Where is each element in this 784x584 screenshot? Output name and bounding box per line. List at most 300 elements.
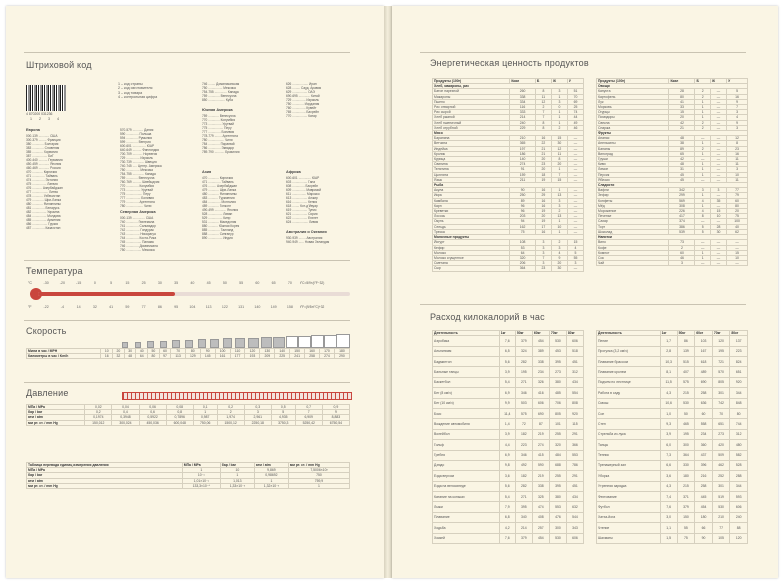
energy-cell: 108: [510, 240, 536, 245]
calories-cell: 9,8: [499, 460, 515, 470]
energy-cell: Сок: [597, 255, 669, 260]
celsius-tick: 65: [271, 281, 276, 285]
calories-cell: 66: [695, 523, 713, 533]
energy-cell: —: [710, 125, 726, 130]
calories-row: [597, 398, 748, 408]
energy-cell: 28: [710, 224, 726, 229]
calories-cell: 3,9: [660, 429, 677, 439]
energy-cell: 9: [551, 255, 567, 260]
energy-cell: 116: [510, 105, 536, 110]
calories-row: [597, 388, 748, 398]
energy-cell: 3: [551, 245, 567, 250]
energy-cell: 13: [551, 214, 567, 219]
energy-cell: 333: [510, 110, 536, 115]
energy-cell: 539: [669, 229, 695, 234]
calories-cell: 271: [515, 377, 532, 387]
celsius-tick: 5: [110, 281, 113, 285]
section-europe: Европа: [26, 128, 40, 132]
calories-cell: 474: [532, 502, 549, 512]
energy-cell: 2: [695, 89, 710, 94]
calories-cell: 320: [549, 440, 566, 450]
calories-cell: 105: [712, 533, 730, 543]
energy-cell: —: [710, 146, 726, 151]
calories-cell: 445: [695, 492, 713, 502]
pressure-cell: 9: [322, 410, 349, 415]
celsius-label: °C: [28, 281, 33, 285]
energy-cell: —: [710, 240, 726, 245]
energy-cell: 23: [535, 162, 551, 167]
calories-cell: 485: [549, 388, 566, 398]
energy-cell: 11: [727, 157, 748, 162]
country-list-asia: 470 ............ Киргизия 471 .............. Тайвань 476 ......... Азербайджан 479 ............ Шри-Ланка 480 ............ Филиппины 483 ........... Туркмения 484 .............. Монголия 489 ............ Гонконг 490-499 ............. Япония 528 ................ Ливан 529 ................ Кипр 531 ............ Македония 880 ........... Южная Корея 885 ............. Таиланд 888 ............ Сингапур 890 ................ Индия: [202, 176, 240, 240]
rule-pressure: [24, 382, 350, 383]
speed-cell: 80: [185, 349, 200, 354]
energy-header-cell: У: [727, 79, 748, 84]
energy-cell: Печенье: [597, 214, 669, 219]
energy-cell: Рис отварной: [433, 105, 510, 110]
energy-cell: 100: [727, 219, 748, 224]
calories-cell: 590: [532, 460, 549, 470]
calories-cell: 3,6: [499, 471, 515, 481]
energy-cell: Молоко сгущенное: [433, 255, 510, 260]
energy-cell: 19: [535, 177, 551, 182]
calories-cell: 86: [677, 336, 695, 346]
conversion-header-cell: атм / atm: [254, 463, 288, 468]
calories-cell: 1,0: [660, 408, 677, 418]
calories-cell: 651: [712, 419, 730, 429]
energy-title: Энергетическая ценность продуктов: [430, 58, 589, 68]
energy-cell: 18: [535, 172, 551, 177]
energy-cell: 16: [535, 203, 551, 208]
energy-cell: 226: [669, 209, 695, 214]
energy-cell: Мёд: [597, 203, 669, 208]
energy-cell: 19: [535, 209, 551, 214]
energy-cell: 70: [567, 94, 583, 99]
calories-cell: Альпинизм: [433, 346, 500, 356]
speed-cell: 50: [148, 349, 160, 354]
energy-cell: 7: [535, 115, 551, 120]
calories-row: [597, 512, 748, 522]
calories-cell: 437: [695, 450, 713, 460]
energy-cell: 9: [727, 120, 748, 125]
calories-cell: 6,9: [499, 450, 515, 460]
energy-cell: 12: [727, 136, 748, 141]
section-south-america: Южная Америка: [202, 108, 233, 112]
energy-cell: 21: [535, 151, 551, 156]
conversion-cell: 1,01×10⁻¹: [182, 478, 220, 483]
energy-cell: 15: [567, 240, 583, 245]
calories-cell: 75: [677, 533, 695, 543]
calories-cell: 324: [515, 346, 532, 356]
energy-cell: Вино: [597, 240, 669, 245]
speed-cell: 64: [136, 354, 148, 359]
energy-cell: Курица: [433, 157, 510, 162]
energy-cell: 89: [510, 198, 536, 203]
calories-cell: 690: [695, 377, 713, 387]
energy-cell: —: [710, 203, 726, 208]
calories-cell: 291: [566, 471, 583, 481]
energy-table-left: [432, 78, 584, 272]
calories-cell: 273: [712, 429, 730, 439]
calories-cell: Плавание: [433, 512, 500, 522]
calories-cell: 6,6: [660, 460, 677, 470]
calories-cell: 706: [549, 398, 566, 408]
calories-cell: 805: [712, 377, 730, 387]
energy-group-name: Рыба: [433, 183, 584, 188]
energy-cell: 240: [510, 120, 536, 125]
energy-cell: 16: [535, 188, 551, 193]
energy-cell: 16: [535, 136, 551, 141]
fahrenheit-label: °F: [28, 305, 32, 309]
energy-cell: Персик: [597, 172, 669, 177]
calories-row: [433, 492, 584, 502]
energy-cell: 60: [669, 250, 695, 255]
energy-cell: 1: [551, 167, 567, 172]
speed-cell: 150: [290, 349, 305, 354]
calories-cell: 575: [515, 408, 532, 418]
calories-cell: 3,9: [499, 367, 515, 377]
energy-cell: Ананас: [597, 136, 669, 141]
calories-row: [597, 356, 748, 366]
energy-cell: 20: [727, 209, 748, 214]
energy-cell: —: [727, 245, 748, 250]
calories-cell: 360: [695, 440, 713, 450]
pressure-table: [26, 404, 350, 426]
speed-square: [261, 337, 272, 348]
pressure-cell: 450,036: [139, 420, 166, 425]
energy-cell: 3: [727, 125, 748, 130]
rule-temperature: [24, 260, 350, 261]
pressure-cell: 750,06: [193, 420, 217, 425]
calories-cell: 344: [730, 388, 748, 398]
speed-cell: 290: [334, 354, 349, 359]
energy-cell: 206: [510, 261, 536, 266]
energy-cell: Свекла: [597, 120, 669, 125]
energy-cell: 73: [669, 240, 695, 245]
country-list-europe: 000-139 ............ США 300-379 ......... Франция 380 ............. Болгария 383 ............. Словения 385 ............ Хорватия 387 ................. БиГ 400-440 .......... Германия 450-459 ............ Япония 460-469 ............ Россия 470 ............ Киргизия 471 .............. Тайвань 474 .............. Эстония 475 ................ Латвия 476 ........... Азербайджан 477 .................. Литва 478 ............ Узбекистан 479 ............. Шри-Ланка 480 ............ Филиппины 481 .............. Беларусь 482 ................ Украина 484 ................ Молдова 485 ................ Армения 486 ................. Грузия 487 .............. Казахстан: [26, 134, 63, 230]
calories-cell: 10,3: [660, 356, 677, 366]
rule-calories: [420, 304, 746, 305]
energy-cell: 53: [510, 245, 536, 250]
calories-cell: Аэробика: [433, 336, 500, 346]
speed-cell: 145: [200, 354, 215, 359]
energy-cell: 1: [551, 120, 567, 125]
energy-cell: 30: [710, 229, 726, 234]
energy-cell: 1: [695, 99, 710, 104]
conversion-cell: бар / bar: [27, 473, 183, 478]
energy-cell: 30: [551, 141, 567, 146]
calories-cell: 3,9: [499, 429, 515, 439]
energy-cell: —: [710, 99, 726, 104]
formula-f: t°F=(9/5×t°C)+32: [300, 305, 325, 309]
calories-cell: 7,6: [499, 533, 515, 543]
energy-cell: 4: [695, 198, 710, 203]
calories-row: [433, 471, 584, 481]
pressure-cell: 0,987: [193, 415, 217, 420]
energy-cell: 3: [551, 99, 567, 104]
energy-cell: 8: [535, 125, 551, 130]
calories-cell: 5,6: [499, 356, 515, 366]
calories-cell: Вождение автомобиля: [433, 419, 500, 429]
energy-cell: 569: [669, 198, 695, 203]
energy-cell: —: [567, 162, 583, 167]
calories-cell: 9,3: [660, 419, 677, 429]
energy-cell: —: [710, 193, 726, 198]
energy-cell: —: [710, 89, 726, 94]
calories-cell: 503: [515, 398, 532, 408]
energy-group-name: Молочные продукты: [433, 235, 584, 240]
energy-cell: 16: [727, 94, 748, 99]
conversion-header-cell: МПа / MPa: [182, 463, 220, 468]
calories-cell: Прогулка (3,2 км/ч): [597, 346, 661, 356]
country-list-africa: 600-601 .............. ЮАР 603 ................. Гана 608 .............. Бахрейн 609 ............... Маврикий 611 ................ Марокко 613 ................. Алжир 616 ................. Кения 618 ........ Кот-д'Ивуар 619 ................. Тунис 621 ................. Сирия 622 ................. Египет 624 .................. Ливия: [286, 176, 322, 224]
speed-cell: 209: [260, 354, 275, 359]
fahrenheit-tick: 140: [254, 305, 261, 309]
calories-header-cell: 50кг: [677, 331, 695, 336]
energy-cell: 1: [695, 115, 710, 120]
calories-row: [433, 440, 584, 450]
energy-cell: 16: [535, 198, 551, 203]
pressure-cell: 0,5922: [139, 415, 166, 420]
energy-cell: 48: [669, 136, 695, 141]
energy-cell: 31: [669, 167, 695, 172]
calories-cell: 240: [730, 512, 748, 522]
fahrenheit-tick: 149: [270, 305, 277, 309]
energy-cell: 2: [695, 120, 710, 125]
calories-cell: Работа в саду: [597, 388, 661, 398]
energy-cell: Киви: [597, 162, 669, 167]
energy-cell: 1: [551, 115, 567, 120]
calories-cell: Гольф: [433, 440, 500, 450]
calories-cell: 338: [532, 356, 549, 366]
energy-cell: 46: [669, 255, 695, 260]
energy-cell: —: [567, 157, 583, 162]
energy-cell: 210: [510, 136, 536, 141]
energy-cell: 11: [727, 162, 748, 167]
pressure-cell: 2,961: [244, 415, 271, 420]
energy-cell: —: [710, 94, 726, 99]
energy-header-cell: Б: [695, 79, 710, 84]
energy-cell: Свинина: [433, 162, 510, 167]
calories-cell: 55: [677, 523, 695, 533]
energy-cell: 35: [710, 198, 726, 203]
calories-header-cell: Деятельность: [597, 331, 661, 336]
calories-cell: 282: [515, 356, 532, 366]
energy-cell: 21: [535, 146, 551, 151]
conversion-cell: 1: [254, 478, 288, 483]
calories-cell: 6,8: [499, 512, 515, 522]
calories-cell: 415: [532, 450, 549, 460]
calories-cell: 518: [566, 346, 583, 356]
calories-cell: 808: [566, 398, 583, 408]
energy-cell: 10: [710, 214, 726, 219]
pressure-cell: 0,5: [271, 405, 295, 410]
celsius-tick: 45: [206, 281, 211, 285]
calories-cell: 380: [549, 492, 566, 502]
energy-cell: 42: [669, 120, 695, 125]
energy-cell: Хлеб ржаной: [433, 115, 510, 120]
energy-cell: 1: [551, 110, 567, 115]
speed-cell: 20: [113, 349, 125, 354]
energy-cell: 38: [669, 141, 695, 146]
energy-cell: 69: [567, 99, 583, 104]
country-list-europe-2: 570-579 ............ Дания 590 .............. Польша 594 ............. Румыния 599 ............. Венгрия 600-601 ............... ЮАР 640-649 .......... Финляндия 700-709 ........... Норвегия 729 ............... Израиль 730-739 ............. Швеция 740-745 ..... Центр. Америка 750 ............... Мексика 754-755 ............. Канада 759 ............. Венесуэла 760-769 .......... Швейцария 770 .............. Колумбия 773 ................ Уругвай 775 .................. Перу 777 ................ Боливия 779 .............. Аргентина 780 ................... Чили: [120, 128, 162, 208]
calories-cell: Бальные танцы: [433, 367, 500, 377]
energy-cell: —: [710, 255, 726, 260]
calories-cell: Волейбол: [433, 429, 500, 439]
energy-cell: —: [710, 162, 726, 167]
calories-row: [597, 336, 748, 346]
calories-cell: 519: [712, 492, 730, 502]
calories-cell: 5,6: [499, 481, 515, 491]
energy-cell: —: [695, 136, 710, 141]
calories-row: [597, 346, 748, 356]
energy-cell: Шоколад: [597, 229, 669, 234]
energy-header-cell: Ккал: [669, 79, 695, 84]
top-rule: [24, 52, 350, 53]
energy-cell: 8: [535, 120, 551, 125]
calories-cell: 8,1: [660, 367, 677, 377]
calories-cell: 214: [515, 523, 532, 533]
energy-cell: Вафли: [597, 188, 669, 193]
calories-cell: 553: [549, 502, 566, 512]
energy-cell: 374: [669, 219, 695, 224]
conversion-cell: атм / atm: [27, 478, 183, 483]
energy-cell: 1: [551, 229, 567, 234]
energy-cell: 342: [669, 188, 695, 193]
section-asia: Азия: [202, 170, 212, 174]
calories-cell: 139: [677, 346, 695, 356]
energy-item-row: [433, 266, 584, 271]
calories-cell: 530: [677, 398, 695, 408]
energy-cell: 3: [535, 245, 551, 250]
pressure-cell: 0,08: [166, 405, 193, 410]
energy-cell: 17: [535, 224, 551, 229]
calories-cell: 72: [515, 419, 532, 429]
energy-cell: Лимон: [597, 167, 669, 172]
calories-cell: 219: [532, 429, 549, 439]
conversion-cell: 1,013: [220, 478, 254, 483]
calories-cell: 688: [549, 460, 566, 470]
celsius-tick: 15: [125, 281, 130, 285]
calories-cell: 271: [515, 492, 532, 502]
energy-cell: 7: [535, 110, 551, 115]
pressure-row-label: атм / atm: [27, 415, 85, 420]
celsius-tick: 70: [287, 281, 292, 285]
calories-cell: 120: [730, 533, 748, 543]
calories-cell: 1,7: [660, 336, 677, 346]
energy-cell: 1: [695, 172, 710, 177]
energy-cell: —: [695, 157, 710, 162]
energy-cell: —: [695, 177, 710, 182]
pressure-cell: 6750,54: [322, 420, 349, 425]
pressure-cell: 300,024: [112, 420, 139, 425]
energy-cell: 4: [567, 245, 583, 250]
energy-cell: 45: [669, 172, 695, 177]
energy-cell: 140: [510, 157, 536, 162]
calories-row: [433, 481, 584, 491]
energy-cell: —: [567, 172, 583, 177]
energy-header-cell: Ж: [551, 79, 567, 84]
energy-cell: —: [710, 136, 726, 141]
energy-cell: 46: [567, 125, 583, 130]
energy-cell: 3: [535, 240, 551, 245]
calories-cell: Подъем по лестнице: [597, 377, 661, 387]
energy-cell: Акула: [433, 188, 510, 193]
energy-cell: —: [567, 188, 583, 193]
calories-row: [433, 377, 584, 387]
thermometer-level: [38, 292, 175, 296]
energy-cell: Спаржа: [597, 125, 669, 130]
conversion-header-row: [27, 463, 350, 468]
calories-cell: 434: [566, 492, 583, 502]
calories-cell: 7,3: [660, 450, 677, 460]
energy-cell: 2: [551, 240, 567, 245]
calories-cell: 451: [566, 481, 583, 491]
energy-header-cell: У: [567, 79, 583, 84]
calories-cell: 210: [712, 512, 730, 522]
calories-cell: 300: [677, 440, 695, 450]
energy-cell: 3: [535, 250, 551, 255]
energy-cell: 4: [727, 115, 748, 120]
calories-cell: 480: [730, 440, 748, 450]
calories-cell: 9,9: [499, 398, 515, 408]
energy-cell: Картофель: [597, 94, 669, 99]
energy-cell: 10: [551, 224, 567, 229]
calories-header-cell: 60кг: [695, 331, 713, 336]
calories-cell: 60: [695, 408, 713, 418]
energy-cell: —: [710, 167, 726, 172]
conversion-cell: 759,9: [288, 478, 349, 483]
energy-cell: 48: [669, 162, 695, 167]
energy-cell: Торт: [597, 224, 669, 229]
energy-cell: 7: [535, 255, 551, 260]
energy-cell: 11: [551, 151, 567, 156]
calories-cell: 301: [712, 388, 730, 398]
calories-cell: 346: [515, 450, 532, 460]
energy-cell: 5: [727, 89, 748, 94]
speed-square: [172, 340, 180, 348]
pressure-cell: 0,7896: [166, 415, 193, 420]
calories-cell: Футбол: [597, 502, 661, 512]
calories-row: [433, 533, 584, 543]
country-list-col3: 746 ........ Доминиканская 750 ................ Мексика 754-755 .............. Канада 759 ............. Венесуэла 850 ................... Куба: [202, 82, 240, 102]
energy-cell: —: [710, 172, 726, 177]
calories-cell: Сквош: [597, 398, 661, 408]
calories-row: [433, 502, 584, 512]
calories-cell: 492: [515, 460, 532, 470]
energy-cell: 2: [695, 125, 710, 130]
calories-cell: 509: [712, 450, 730, 460]
celsius-tick: 30: [157, 281, 162, 285]
section-north-america: Северная Америка: [120, 210, 156, 214]
energy-cell: 49: [567, 120, 583, 125]
calories-cell: 50: [677, 408, 695, 418]
speed-cell: 30: [124, 349, 136, 354]
calories-cell: 528: [730, 460, 748, 470]
calories-cell: 824: [730, 356, 748, 366]
speed-cell: 274: [320, 354, 335, 359]
conversion-cell: 0,98692: [254, 473, 288, 478]
calories-cell: 88: [730, 523, 748, 533]
energy-cell: 64: [510, 250, 536, 255]
calories-row: [597, 533, 748, 543]
calories-cell: 346: [515, 388, 532, 398]
pressure-cell: 2250,18: [244, 420, 271, 425]
calories-cell: Теннис: [597, 450, 661, 460]
calories-header-cell: 80кг: [566, 331, 583, 336]
energy-cell: 23: [727, 146, 748, 151]
